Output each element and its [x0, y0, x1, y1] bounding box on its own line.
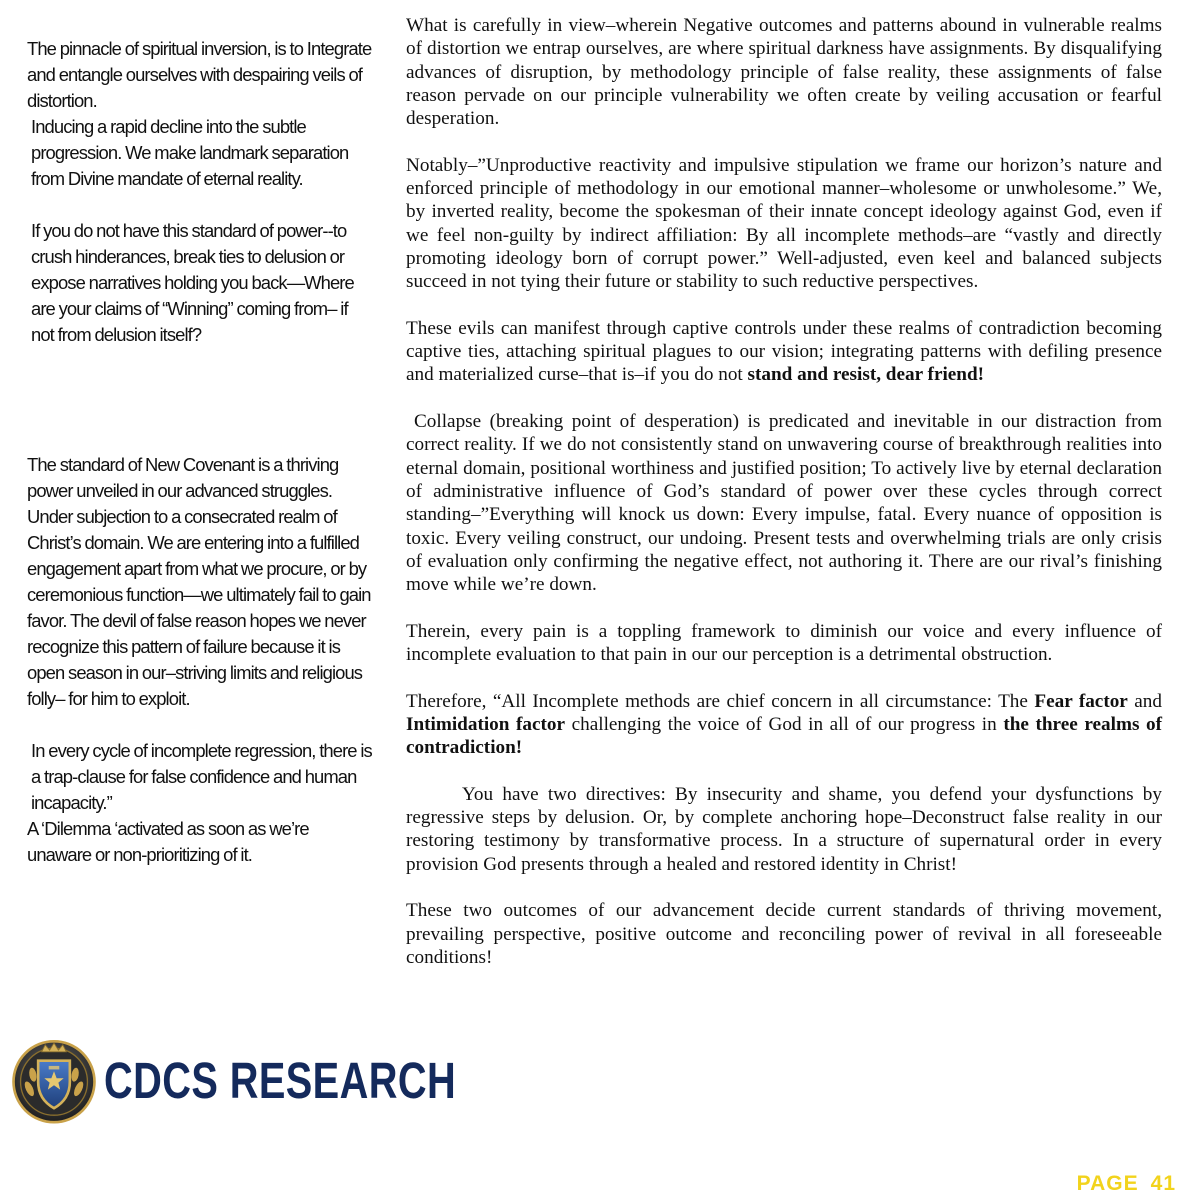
- spacer: [27, 712, 372, 738]
- emphasis: Intimidation factor: [406, 713, 566, 735]
- left-column: [27, 36, 372, 868]
- spacer: [27, 192, 372, 218]
- text-run: Therefore, “All Incomplete methods are chief concern in all circumstance: The: [406, 690, 1035, 712]
- right-paragraph: What is carefully in view–wherein Negative outcomes and patterns abound in vulnerable realms of distortion we entrap ourselves, are where spiritual darkness have assignments. By disqualifying advances of disruption, by methodology principle of false reality, these assignments of false reason pervade on our principle vulnerability we often create by veiling accusation or fearful desperation.: [406, 15, 1162, 130]
- left-paragraph: In every cycle of incomplete regression, there is a trap-clause for false confidence and human incapacity.”: [31, 740, 372, 813]
- left-paragraph: The pinnacle of spiritual inversion, is to Integrate and entangle ourselves with despairing veils of distortion.: [27, 38, 372, 111]
- emphasis: Fear factor: [1034, 690, 1128, 712]
- left-paragraph: The standard of New Covenant is a thriving power unveiled in our advanced struggles. Under subjection to a consecrated realm of Christ’s domain. We are entering into a fulfilled engagement apart from what we procure, or by ceremonious function—we ultimately fail to gain favor. The devil of false reason hopes we never recognize this pattern of failure because it is open season in our–striving limits and religious folly– for him to exploit.: [27, 454, 371, 709]
- left-paragraph: A ‘Dilemma ‘activated as soon as we’re unaware or non-prioritizing of it.: [27, 818, 309, 865]
- page-label: PAGE: [1076, 1172, 1139, 1195]
- right-paragraph: [406, 690, 1162, 760]
- right-column: [406, 14, 1162, 969]
- page-number: [1077, 1172, 1176, 1196]
- emphasis: the three realms of contradiction!: [406, 713, 1162, 759]
- crest-icon: [10, 1036, 98, 1124]
- right-paragraph: These two outcomes of our advancement decide current standards of thriving movement, prevailing perspective, positive outcome and reconciling power of revival in all foreseeable conditions!: [406, 900, 1162, 968]
- right-paragraph: You have two directives: By insecurity and shame, you defend your dysfunctions by regressive steps by delusion. Or, by complete anchoring hope–Deconstruct false reality in our restoring testimony by transformative process. In a structure of supernatural order in every provision God presents through a healed and restored identity in Christ!: [406, 783, 1162, 875]
- logo-text: CDCS RESEARCH: [104, 1051, 457, 1109]
- right-paragraph: Collapse (breaking point of desperation) is predicated and inevitable in our distraction from correct reality. If we do not consistently stand on unwavering course of breakthrough realities into eternal domain, positional worthiness and justified position; To actively live by eternal declaration of administrative influence of God’s standard of power over these cycles through correct standing–”Everything will knock us down: Every impulse, fatal. Every nuance of opposition is toxic. Every veiling construct, our undoing. Present tests and overwhelming trials are only crisis of evaluation only confirming the negative effect, not authoring it. There are our rival’s finishing move while we’re down.: [406, 411, 1162, 596]
- cdcs-logo: [10, 1040, 457, 1120]
- emphasis: stand and resist, dear friend!: [747, 364, 985, 386]
- left-paragraph: Inducing a rapid decline into the subtle progression. We make landmark separation from Divine mandate of eternal reality.: [31, 116, 349, 189]
- right-paragraph: [406, 317, 1162, 387]
- right-paragraph: Therein, every pain is a toppling framework to diminish our voice and every influence of incomplete evaluation to that pain in our our perception is a detrimental obstruction.: [406, 620, 1162, 666]
- text-run: These evils can manifest through captive controls under these realms of contradiction becoming captive ties, attaching spiritual plagues to our vision; integrating patterns with defiling presence and materialized curse–that is–if you do not: [406, 317, 1162, 386]
- spacer: [27, 348, 372, 452]
- text-run: and: [1127, 690, 1162, 712]
- left-paragraph: If you do not have this standard of power--to crush hinderances, break ties to delusion or expose narratives holding you back—Where are your claims of “Winning” coming from– if not from delusion itself?: [31, 220, 354, 345]
- text-run: challenging the voice of God in all of our progress in: [565, 713, 1004, 735]
- right-paragraph: Notably–”Unproductive reactivity and impulsive stipulation we frame our horizon’s nature and enforced principle of methodology in our emotional manner–wholesome or unwholesome.” We, by inverted reality, become the spokesman of their innate concept ideology against God, even if we feel non-guilty by indirect affiliation: By all incomplete methods–are “vastly and directly promoting ideology born of corrupt power.” Well-adjusted, even keel and balanced subjects succeed in not tying their future or stability to such reductive perspectives.: [406, 154, 1162, 293]
- page-value: 41: [1150, 1172, 1176, 1195]
